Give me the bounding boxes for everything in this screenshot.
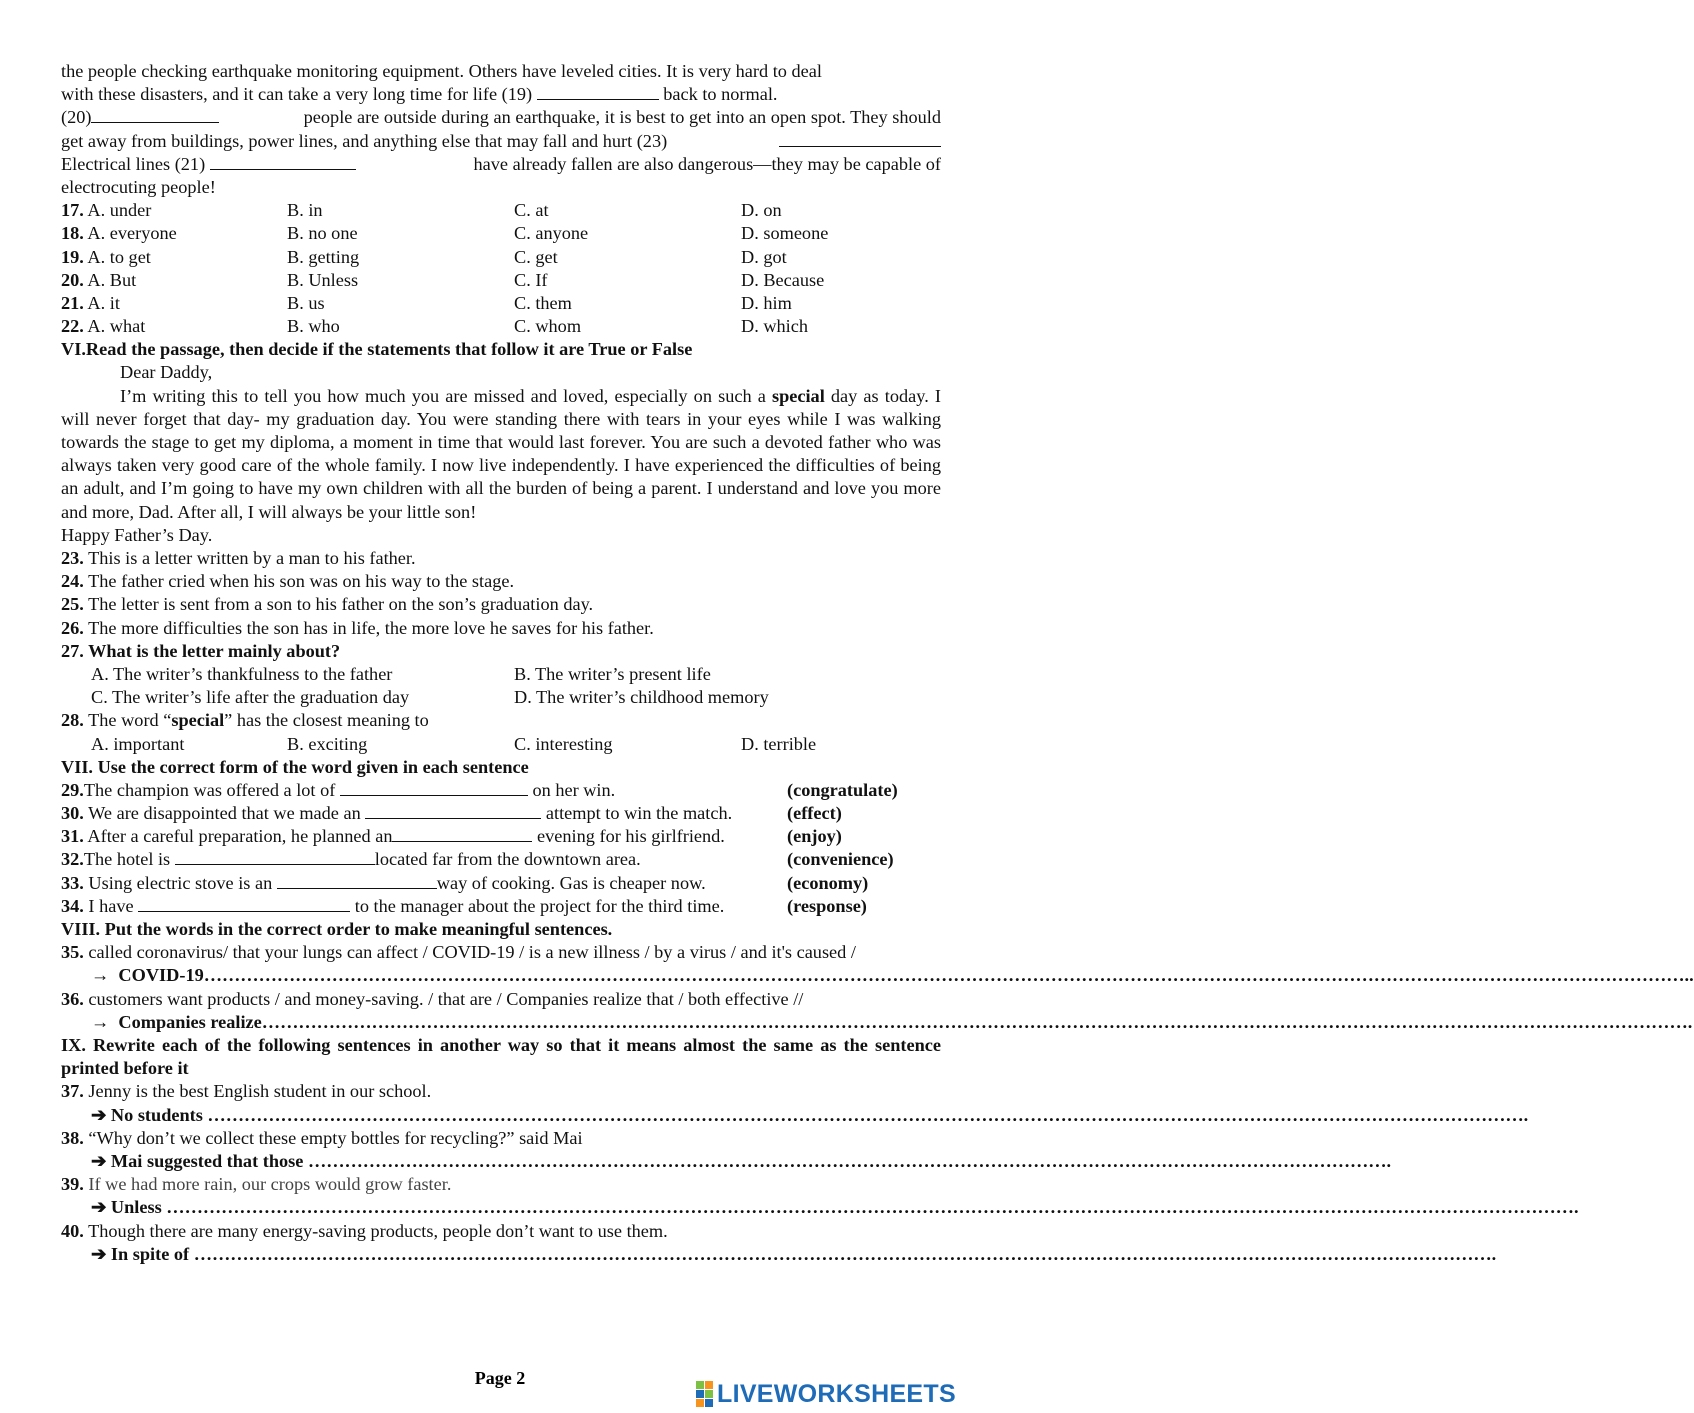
- brand-name: LIVEWORKSHEETS: [717, 1379, 956, 1408]
- letter-greeting: Dear Daddy,: [120, 362, 213, 383]
- option-d[interactable]: D. The writer’s childhood memory: [514, 687, 769, 708]
- option-c[interactable]: C. at: [514, 200, 549, 221]
- rewrite-question: 38. “Why don’t we collect these empty bottles for recycling?” said Mai: [61, 1127, 583, 1148]
- tf-statement[interactable]: 24. The father cried when his son was on his way to the stage.: [61, 571, 515, 592]
- word-form-item: 29.The champion was offered a lot of on her win. (congratulate): [61, 779, 898, 800]
- option-b[interactable]: B. The writer’s present life: [514, 663, 711, 684]
- answer-blank[interactable]: [392, 825, 532, 842]
- word-form-item: 31. After a careful preparation, he planned an evening for his girlfriend. (enjoy): [61, 826, 842, 847]
- option-b[interactable]: B. who: [287, 316, 340, 337]
- liveworksheets-logo[interactable]: [696, 1380, 956, 1408]
- passage-line: the people checking earthquake monitoring equipment. Others have leveled cities. It is very hard to deal: [61, 61, 822, 81]
- option-d[interactable]: D. him: [741, 292, 792, 313]
- option-c[interactable]: C. them: [514, 292, 572, 313]
- option-a[interactable]: A. it: [87, 292, 120, 313]
- reorder-question: 36. customers want products / and money-saving. / that are / Companies realize that / both effective //: [61, 988, 804, 1009]
- section-heading: VII. Use the correct form of the word given in each sentence: [61, 756, 529, 777]
- answer-line[interactable]: → Companies realize……………………………………………………………………………………………………………………………………………………………………………………………………………….: [91, 1011, 1693, 1032]
- mc-question: 21. A. it B. us C. them D. him: [61, 292, 941, 315]
- option-c[interactable]: C. interesting: [514, 733, 613, 754]
- option-d[interactable]: D. which: [741, 316, 809, 337]
- option-a[interactable]: A. The writer’s thankfulness to the father: [91, 663, 393, 684]
- answer-line[interactable]: → COVID-19………………………………………………………………………………………………………………………………………………………………………………………………………………………..: [91, 965, 1694, 986]
- letter-closing: Happy Father’s Day.: [61, 524, 213, 545]
- letter-body: I’m writing this to tell you how much you are missed and loved, especially on such a special day as today. I will never forget that day- my graduation day. You were standing there with tears in your eyes while I was walking towards the stage to get my diploma, a moment in time that would last forever. You are such a devoted father who was always taken very good care of the whole family. I now live independently. I have experienced the difficulties of being an adult, and I’m going to have my own children with all the burden of being a parent. I understand and love you more and more, Dad. After all, I will always be your little son!: [61, 385, 941, 522]
- question-27-options: [61, 686, 941, 709]
- option-b[interactable]: B. exciting: [287, 733, 368, 754]
- passage-line: Electrical lines (21) have already fallen are also dangerous—they may be capable of: [61, 153, 941, 174]
- answer-line[interactable]: ➔ No students ……………………………………………………………………………………………………………………………………………………………………………………………….: [91, 1104, 1529, 1125]
- option-a[interactable]: A. under: [87, 200, 152, 221]
- answer-line[interactable]: ➔ In spite of …………………………………………………………………………………………………………………………………………………………………………………………….: [91, 1243, 1497, 1264]
- word-form-item: 32.The hotel is located far from the downtown area. (convenience): [61, 849, 894, 870]
- tf-statement[interactable]: 26. The more difficulties the son has in life, the more love he saves for his father.: [61, 617, 654, 638]
- section-heading: VIII. Put the words in the correct order to make meaningful sentences.: [61, 919, 613, 940]
- mc-question: 19. A. to get B. getting C. get D. got: [61, 246, 941, 269]
- logo-grid-icon: [696, 1381, 713, 1407]
- option-a[interactable]: A. important: [91, 733, 185, 754]
- question-28-options: [61, 733, 941, 756]
- option-c[interactable]: C. get: [514, 246, 558, 267]
- word-form-item: 33. Using electric stove is an way of cooking. Gas is cheaper now. (economy): [61, 872, 869, 893]
- option-b[interactable]: B. no one: [287, 223, 358, 244]
- mc-question: 17. A. under B. in C. at D. on: [61, 199, 941, 222]
- question-28: 28. The word “special” has the closest meaning to: [61, 710, 429, 731]
- option-a[interactable]: A. But: [87, 269, 137, 290]
- mc-question: 22. A. what B. who C. whom D. which: [61, 315, 941, 338]
- option-c[interactable]: C. whom: [514, 316, 582, 337]
- answer-blank[interactable]: [138, 895, 350, 912]
- option-a[interactable]: A. everyone: [87, 223, 177, 244]
- option-b[interactable]: B. us: [287, 292, 325, 313]
- section-heading: VI.Read the passage, then decide if the statements that follow it are True or False: [61, 339, 693, 360]
- passage-line: with these disasters, and it can take a very long time for life (19) back to normal.: [61, 84, 778, 105]
- rewrite-question: 37. Jenny is the best English student in our school.: [61, 1081, 432, 1102]
- tf-statement[interactable]: 25. The letter is sent from a son to his father on the son’s graduation day.: [61, 594, 594, 615]
- question-27: 27. What is the letter mainly about?: [61, 640, 341, 661]
- option-b[interactable]: B. Unless: [287, 269, 359, 290]
- passage-line: (20) people are outside during an earthquake, it is best to get into an open spot. They should: [61, 107, 941, 128]
- answer-blank[interactable]: [277, 872, 437, 889]
- mc-question: 18. A. everyone B. no one C. anyone D. someone: [61, 222, 941, 245]
- option-a[interactable]: A. to get: [87, 246, 151, 267]
- passage-line: electrocuting people!: [61, 176, 216, 197]
- answer-blank[interactable]: [340, 779, 528, 796]
- option-d[interactable]: D. someone: [741, 223, 829, 244]
- option-d[interactable]: D. Because: [741, 269, 825, 290]
- word-form-item: 34. I have to the manager about the project for the third time. (response): [61, 895, 867, 916]
- option-c[interactable]: C. If: [514, 269, 548, 290]
- option-d[interactable]: D. terrible: [741, 733, 817, 754]
- answer-line[interactable]: ➔ Unless …………………………………………………………………………………………………………………………………………………………………………………………………………….: [91, 1197, 1579, 1218]
- answer-blank-20[interactable]: [91, 106, 219, 123]
- tf-statement[interactable]: 23. This is a letter written by a man to his father.: [61, 548, 416, 569]
- page-number: Page 2: [474, 1368, 526, 1388]
- answer-blank-19[interactable]: [537, 83, 659, 100]
- option-d[interactable]: D. on: [741, 200, 782, 221]
- option-c[interactable]: C. The writer’s life after the graduation day: [91, 687, 410, 708]
- word-form-item: 30. We are disappointed that we made an attempt to win the match. (effect): [61, 803, 842, 824]
- reorder-question: 35. called coronavirus/ that your lungs can affect / COVID-19 / is a new illness / by a virus / and it's caused /: [61, 942, 856, 963]
- option-a[interactable]: A. what: [87, 316, 146, 337]
- rewrite-question: 39. If we had more rain, our crops would grow faster.: [61, 1174, 452, 1195]
- option-b[interactable]: B. getting: [287, 246, 360, 267]
- answer-blank[interactable]: [175, 848, 375, 865]
- answer-blank-21[interactable]: [210, 153, 356, 170]
- mc-question: 20. A. But B. Unless C. If D. Because: [61, 269, 941, 292]
- option-b[interactable]: B. in: [287, 200, 323, 221]
- option-d[interactable]: D. got: [741, 246, 787, 267]
- question-27-options: [61, 663, 941, 686]
- worksheet-page: [61, 60, 1694, 1266]
- answer-blank-23[interactable]: [779, 130, 941, 147]
- rewrite-question: 40. Though there are many energy-saving products, people don’t want to use them.: [61, 1220, 668, 1241]
- answer-blank[interactable]: [365, 802, 541, 819]
- section-heading: IX. Rewrite each of the following sentences in another way so that it means almost the same as the sentence printed before it: [61, 1034, 941, 1079]
- passage-line: get away from buildings, power lines, and anything else that may fall and hurt (23): [61, 130, 941, 153]
- option-c[interactable]: C. anyone: [514, 223, 589, 244]
- answer-line[interactable]: ➔ Mai suggested that those …………………………………………………………………………………………………………………………………………………………….: [91, 1150, 1392, 1171]
